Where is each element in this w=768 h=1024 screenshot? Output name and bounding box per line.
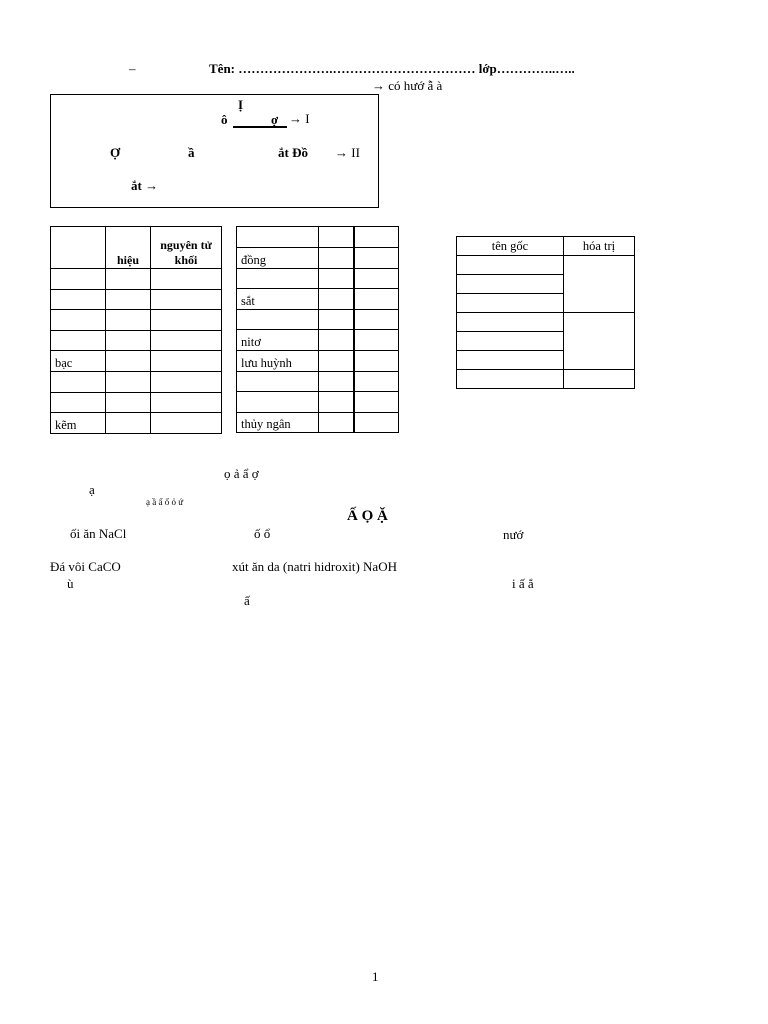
cell-name[interactable] [237,309,319,330]
table-header-row [237,227,399,248]
note-caustic-soda: xút ăn da (natri hidroxit) NaOH [232,559,397,574]
cell-mass[interactable] [354,248,399,269]
cell-mass[interactable] [354,392,399,413]
cell-mass[interactable] [151,392,222,413]
cell-symbol[interactable] [319,350,354,371]
note-line-1: ọ ả ẩ ợ [224,466,259,481]
header-cell-valence: hóa trị [564,237,635,256]
cell-symbol[interactable] [106,310,151,331]
header-hint: → có hướ ẫ à [372,78,443,93]
instruction-line-2b: ợ [271,112,279,127]
instruction-line-3c: ắt Đồ [278,145,308,160]
cell-mass[interactable] [354,268,399,289]
page-number: 1 [372,969,379,984]
elements-table-left [50,226,222,434]
table-row [457,256,635,275]
cell-mass[interactable] [354,309,399,330]
note-line-3: ạ ầ ấ ố ỏ ứ [146,497,184,507]
cell-name[interactable] [51,289,106,310]
cell-symbol[interactable] [106,392,151,413]
cell-valence[interactable] [564,313,635,370]
cell-name[interactable]: lưu huỳnh [237,350,319,371]
groups-valence-table [456,236,635,389]
note-line-11: i ấ ắ [512,576,534,591]
header-cell-symbol [319,227,354,248]
cell-group-name[interactable] [457,351,564,370]
table-row [237,268,399,289]
table-row [51,392,222,413]
note-line-2: ạ [89,482,95,497]
cell-symbol[interactable] [106,269,151,290]
table-row [237,392,399,413]
cell-symbol[interactable] [319,309,354,330]
cell-name[interactable] [237,371,319,392]
cell-name[interactable]: đồng [237,248,319,269]
cell-mass[interactable] [354,330,399,351]
header-cell-name [237,227,319,248]
cell-group-name[interactable] [457,370,564,389]
cell-group-name[interactable] [457,332,564,351]
table-row [237,371,399,392]
cell-symbol[interactable] [319,412,354,433]
cell-symbol[interactable] [319,268,354,289]
header-cell-name [51,227,106,269]
header-dash: – [129,61,136,76]
instruction-line-3b: ầ [188,145,195,160]
cell-mass[interactable] [151,351,222,372]
table-header-row [457,237,635,256]
cell-name[interactable]: sắt [237,289,319,310]
table-row [237,350,399,371]
cell-group-name[interactable] [457,313,564,332]
cell-mass[interactable] [354,289,399,310]
note-limestone: Đá vôi CaCO [50,559,121,574]
cell-name[interactable] [51,392,106,413]
table-row [237,330,399,351]
instruction-line-4: ắt → [131,178,159,193]
cell-symbol[interactable] [319,248,354,269]
table-row [51,371,222,392]
cell-name[interactable] [51,269,106,290]
cell-name[interactable] [51,330,106,351]
cell-group-name[interactable] [457,294,564,313]
table-row [237,289,399,310]
cell-name[interactable]: nitơ [237,330,319,351]
table-row [51,289,222,310]
table-row [457,370,635,389]
instruction-line-2a: ô [221,112,228,127]
cell-mass[interactable] [354,371,399,392]
elements-table-right [236,226,399,433]
cell-mass[interactable] [151,330,222,351]
cell-group-name[interactable] [457,256,564,275]
cell-symbol[interactable] [106,351,151,372]
note-line-10: ù [67,576,74,591]
cell-symbol[interactable] [106,371,151,392]
table-row [237,309,399,330]
cell-symbol[interactable] [106,413,151,434]
instruction-underline [233,126,287,128]
instruction-line-3d: → II [335,145,360,160]
table-row [51,269,222,290]
note-line-12: ấ [244,593,250,608]
cell-mass[interactable] [151,310,222,331]
cell-symbol[interactable] [319,371,354,392]
cell-symbol[interactable] [106,330,151,351]
cell-symbol[interactable] [319,392,354,413]
table-header-row [51,227,222,269]
cell-name[interactable] [51,371,106,392]
cell-name[interactable]: thủy ngân [237,412,319,433]
cell-name[interactable] [51,310,106,331]
header-cell-atomic-mass [354,227,399,248]
name-class-line: Tên: ………………….…………………………… lớp…………..….. [209,61,575,76]
cell-mass[interactable] [354,412,399,433]
cell-valence[interactable] [564,370,635,389]
table-row [51,351,222,372]
cell-symbol[interactable] [319,330,354,351]
cell-mass[interactable] [151,413,222,434]
table-row [237,248,399,269]
cell-mass[interactable] [151,289,222,310]
table-row [237,412,399,433]
table-row [51,413,222,434]
cell-mass[interactable] [151,269,222,290]
instruction-line-3a: Ợ [110,145,121,160]
instruction-box [50,94,379,208]
cell-mass[interactable] [354,350,399,371]
cell-group-name[interactable] [457,275,564,294]
note-salt: ối ăn NaCl [70,526,127,541]
cell-mass[interactable] [151,371,222,392]
table-row [51,310,222,331]
header-cell-atomic-mass: nguyên tử khối [151,227,222,269]
cell-name[interactable]: kẽm [51,413,106,434]
table-row [51,330,222,351]
header-cell-symbol: hiệu [106,227,151,269]
cell-symbol[interactable] [106,289,151,310]
instruction-line-2c: → I [289,111,310,126]
cell-name[interactable] [237,392,319,413]
table-row [457,313,635,332]
note-heading: Ấ Ọ Ặ [347,508,388,524]
note-water: nướ [503,527,524,542]
cell-valence[interactable] [564,256,635,313]
note-line-6: ố ổ [254,526,271,541]
cell-name[interactable] [237,268,319,289]
cell-name[interactable]: bạc [51,351,106,372]
cell-symbol[interactable] [319,289,354,310]
instruction-line-1: Ị [238,97,244,112]
header-cell-group-name: tên gốc [457,237,564,256]
